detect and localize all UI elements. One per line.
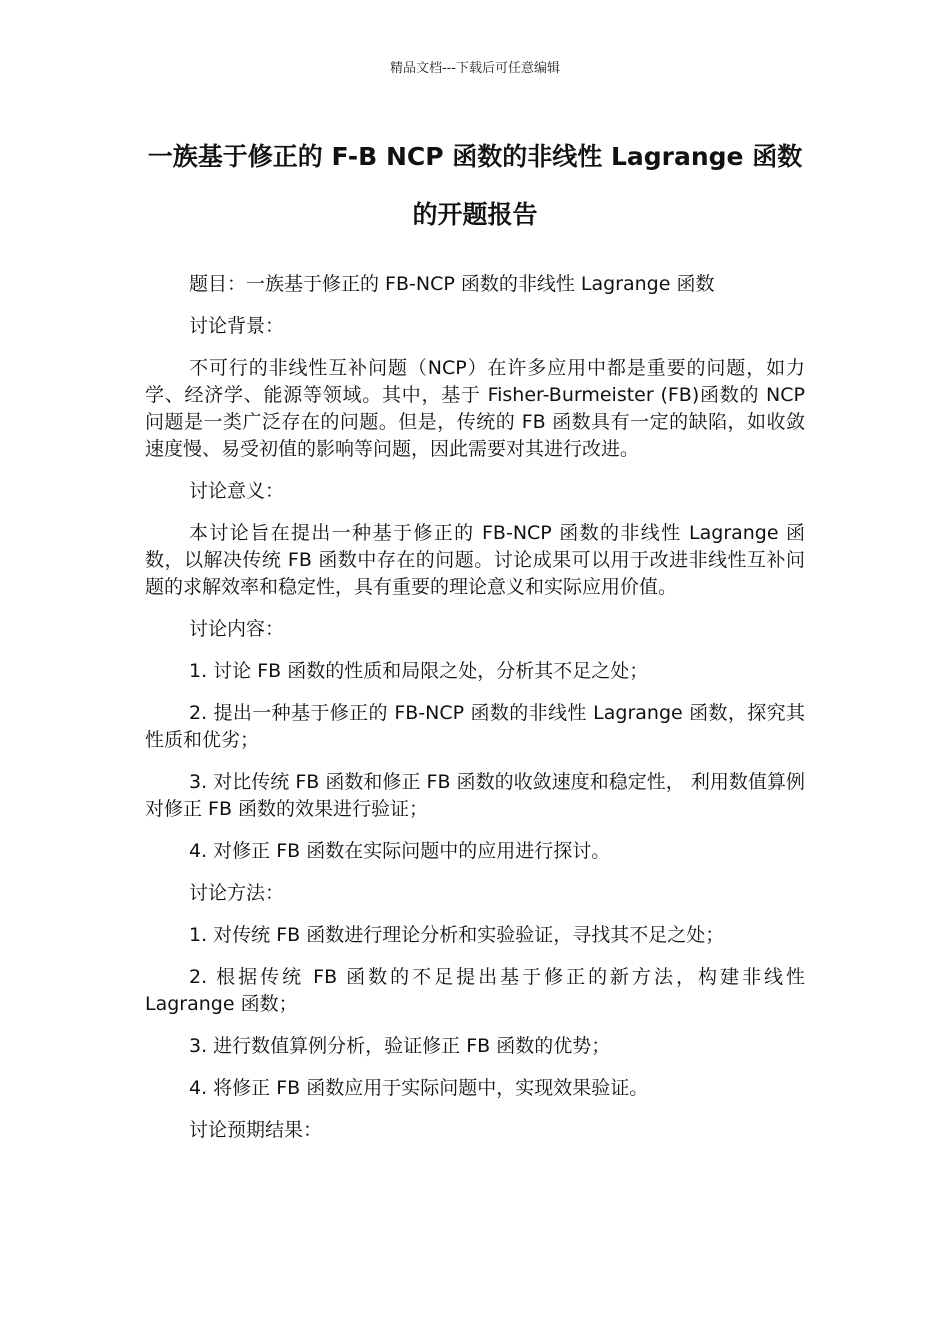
section-heading-expected-results: 讨论预期结果： [189, 1119, 323, 1141]
section-heading-background: 讨论背景： [189, 315, 285, 337]
content-item-2: 2. 提出一种基于修正的 FB-NCP 函数的非线性 Lagrange 函数，探究其性质和优劣； [145, 702, 805, 751]
method-item-3: 3. 进行数值算例分析，验证修正 FB 函数的优势； [189, 1035, 611, 1057]
section-heading-content: 讨论内容： [189, 618, 285, 640]
header-note: 精品文档---下载后可任意编辑 [389, 61, 561, 76]
paragraph-topic: 题目：一族基于修正的 FB-NCP 函数的非线性 Lagrange 函数 [189, 273, 715, 295]
method-item-2: 2. 根据传统 FB 函数的不足提出基于修正的新方法，构建非线性 Lagrange 函数； [145, 966, 805, 1015]
method-item-1: 1. 对传统 FB 函数进行理论分析和实验验证，寻找其不足之处； [189, 924, 725, 946]
document-body [145, 271, 805, 1159]
content-item-1: 1. 讨论 FB 函数的性质和局限之处，分析其不足之处； [189, 660, 649, 682]
paragraph-background: 不可行的非线性互补问题（NCP）在许多应用中都是重要的问题，如力学、经济学、能源等领域。其中，基于 Fisher-Burmeister (FB)函数的 NCP 问题是一类广泛存在的问题。但是，传统的 FB 函数具有一定的缺陷，如收敛速度慢、易受初值的影响等问题，因此需要对其进行改进。 [145, 357, 805, 460]
section-heading-significance: 讨论意义： [189, 480, 285, 502]
method-item-4: 4. 将修正 FB 函数应用于实际问题中，实现效果验证。 [189, 1077, 649, 1099]
paragraph-significance: 本讨论旨在提出一种基于修正的 FB-NCP 函数的非线性 Lagrange 函数，以解决传统 FB 函数中存在的问题。讨论成果可以用于改进非线性互补问题的求解效率和稳定性，具有重要的理论意义和实际应用价值。 [145, 522, 805, 598]
section-heading-method: 讨论方法： [189, 882, 285, 904]
content-item-3: 3. 对比传统 FB 函数和修正 FB 函数的收敛速度和稳定性， 利用数值算例对修正 FB 函数的效果进行验证； [145, 771, 805, 820]
content-item-4: 4. 对修正 FB 函数在实际问题中的应用进行探讨。 [189, 840, 611, 862]
document-title: 一族基于修正的 F-B NCP 函数的非线性 Lagrange 函数的开题报告 [147, 142, 803, 229]
